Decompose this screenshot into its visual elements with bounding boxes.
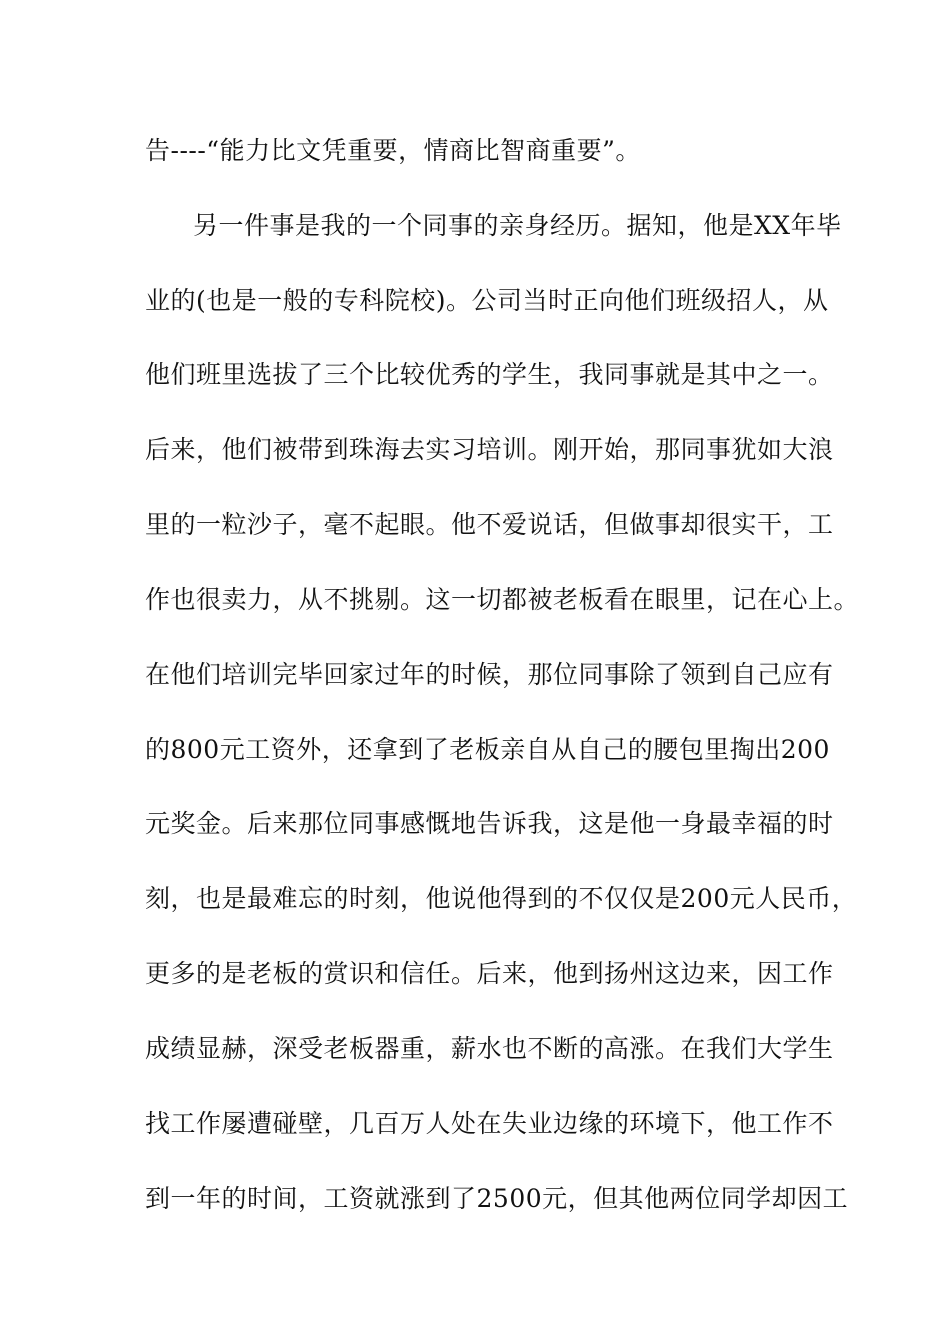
text-line-10: 元奖金。后来那位同事感慨地告诉我，这是他一身最幸福的时: [145, 809, 834, 838]
text-line-4: 他们班里选拔了三个比较优秀的学生，我同事就是其中之一。: [145, 360, 834, 389]
text-line-9: 的800元工资外，还拿到了老板亲自从自己的腰包里掏出200: [145, 735, 830, 764]
text-line-6: 里的一粒沙子，毫不起眼。他不爱说话，但做事却很实干，工: [145, 510, 834, 539]
text-line-11: 刻，也是最难忘的时刻，他说他得到的不仅仅是200元人民币，: [145, 884, 858, 913]
text-line-3: 业的(也是一般的专科院校)。公司当时正向他们班级招人，从: [145, 286, 829, 315]
text-line-12: 更多的是老板的赏识和信任。后来，他到扬州这边来，因工作: [145, 959, 834, 988]
text-line-8: 在他们培训完毕回家过年的时候，那位同事除了领到自己应有: [145, 660, 834, 689]
text-line-14: 找工作屡遭碰壁，几百万人处在失业边缘的环境下，他工作不: [145, 1109, 834, 1138]
text-line-5: 后来，他们被带到珠海去实习培训。刚开始，那同事犹如大浪: [145, 435, 834, 464]
text-line-7: 作也很卖力，从不挑剔。这一切都被老板看在眼里，记在心上。: [145, 585, 860, 614]
text-line-1: 告----“能力比文凭重要，情商比智商重要”。: [145, 136, 641, 165]
text-line-15: 到一年的时间，工资就涨到了2500元，但其他两位同学却因工: [145, 1184, 849, 1213]
text-line-2: 另一件事是我的一个同事的亲身经历。据知，他是XX年毕: [193, 211, 842, 240]
text-line-13: 成绩显赫，深受老板器重，薪水也不断的高涨。在我们大学生: [145, 1034, 834, 1063]
